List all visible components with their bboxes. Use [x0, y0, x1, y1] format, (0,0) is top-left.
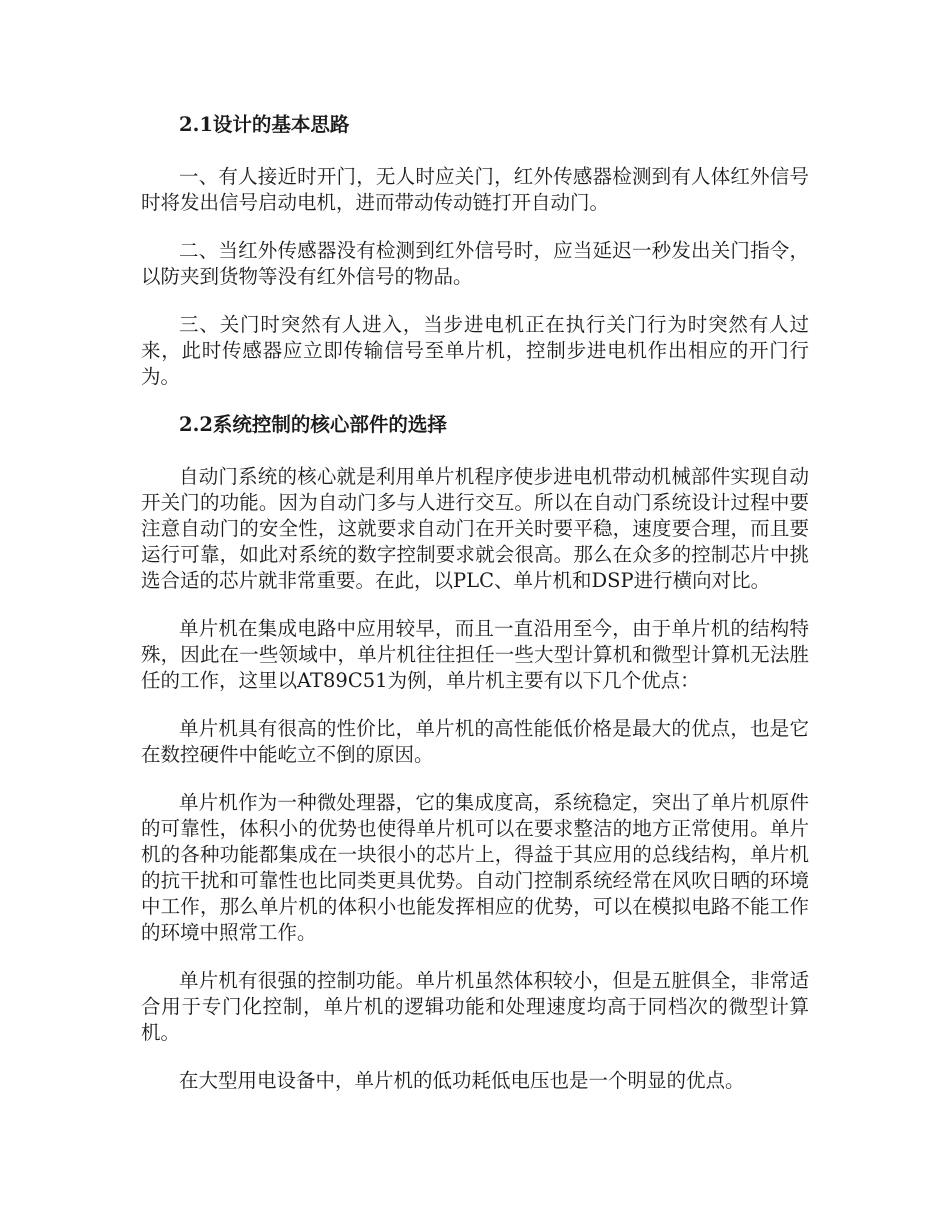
paragraph: 单片机作为一种微处理器，它的集成度高，系统稳定，突出了单片机原件的可靠性，体积小的优势也使得单片机可以在要求整洁的地方正常使用。单片机的各种功能都集成在一块很小的芯片上，得益于其应用的总线结构，单片机的抗干扰和可靠性也比同类更具优势。自动门控制系统经常在风吹日晒的环境中工作，那么单片机的体积小也能发挥相应的优势，可以在模拟电路不能工作的环境中照常工作。 [141, 791, 809, 944]
paragraph: 单片机有很强的控制功能。单片机虽然体积较小，但是五脏俱全，非常适合用于专门化控制，单片机的逻辑功能和处理速度均高于同档次的微型计算机。 [141, 969, 809, 1044]
section-heading-2-1: 2.1设计的基本思路 [179, 113, 350, 136]
paragraph: 二、当红外传感器没有检测到红外信号时，应当延迟一秒发出关门指令，以防夹到货物等没有红外信号的物品。 [141, 239, 809, 288]
paragraph: 单片机在集成电路中应用较早，而且一直沿用至今，由于单片机的结构特殊，因此在一些领域中，单片机往往担任一些大型计算机和微型计算机无法胜任的工作，这里以AT89C51为例，单片机主要有以下几个优点： [141, 617, 809, 692]
paragraph: 一、有人接近时开门，无人时应关门，红外传感器检测到有人体红外信号时将发出信号启动电机，进而带动传动链打开自动门。 [141, 165, 809, 214]
section-heading-2-2: 2.2系统控制的核心部件的选择 [179, 413, 447, 436]
paragraph: 在大型用电设备中，单片机的低功耗低电压也是一个明显的优点。 [179, 1069, 745, 1092]
paragraph: 三、关门时突然有人进入，当步进电机正在执行关门行为时突然有人过来，此时传感器应立即传输信号至单片机，控制步进电机作出相应的开门行为。 [141, 313, 809, 388]
paragraph: 自动门系统的核心就是利用单片机程序使步进电机带动机械部件实现自动开关门的功能。因为自动门多与人进行交互。所以在自动门系统设计过程中要注意自动门的安全性，这就要求自动门在开关时要平稳，速度要合理，而且要运行可靠，如此对系统的数字控制要求就会很高。那么在众多的控制芯片中挑选合适的芯片就非常重要。在此，以PLC、单片机和DSP进行横向对比。 [141, 465, 809, 592]
paragraph: 单片机具有很高的性价比，单片机的高性能低价格是最大的优点，也是它在数控硬件中能屹立不倒的原因。 [141, 717, 809, 766]
document-body [141, 112, 809, 1116]
